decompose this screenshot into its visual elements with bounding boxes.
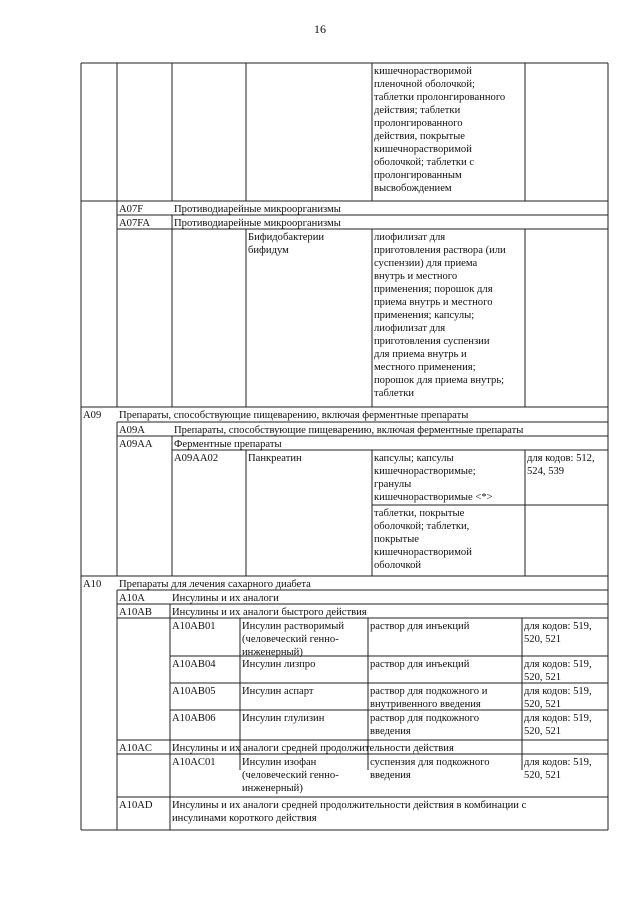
inn-cell: Инсулин изофан (человеческий генно- инженерный)	[242, 757, 339, 794]
atc-code-cell: A07F	[119, 204, 144, 215]
atc-code-cell: A09A	[119, 425, 145, 436]
atc-code-cell: A09	[83, 410, 102, 421]
atc-code-cell: A10A	[119, 593, 145, 604]
dosage-form-cell: капсулы; капсулы кишечнорастворимые; гранулы кишечнорастворимые <*>	[374, 453, 493, 503]
atc-name-cell: Инсулины и их аналоги быстрого действия	[172, 607, 367, 618]
note-cell: для кодов: 519, 520, 521	[524, 621, 592, 645]
atc-name-cell: Противодиарейные микроорганизмы	[174, 218, 341, 229]
atc-code-cell: A07FA	[119, 218, 150, 229]
atc-code-cell: A09AA	[119, 439, 153, 450]
atc-name-cell: Препараты для лечения сахарного диабета	[119, 579, 311, 590]
atc-code-cell: A10AB01	[172, 621, 216, 632]
note-cell: для кодов: 519, 520, 521	[524, 713, 592, 737]
note-cell: для кодов: 519, 520, 521	[524, 659, 592, 683]
atc-name-cell: Препараты, способствующие пищеварению, включая ферментные препараты	[119, 410, 469, 421]
page-number: 16	[314, 22, 326, 36]
atc-code-cell: A10AB06	[172, 713, 216, 724]
note-cell: для кодов: 519, 520, 521	[524, 686, 592, 710]
dosage-form-cell: раствор для инъекций	[370, 659, 470, 670]
note-cell: для кодов: 519, 520, 521	[524, 757, 592, 781]
inn-cell: Инсулин аспарт	[242, 686, 314, 697]
atc-code-cell: A10AC	[119, 743, 152, 754]
atc-code-cell: A09AA02	[174, 453, 219, 464]
dosage-form-cell: суспензия для подкожного введения	[370, 757, 490, 781]
atc-name-cell: Противодиарейные микроорганизмы	[174, 204, 341, 215]
atc-name-cell: Инсулины и их аналоги	[172, 593, 279, 604]
note-cell: для кодов: 512, 524, 539	[527, 453, 595, 477]
inn-cell: Панкреатин	[248, 453, 302, 464]
dosage-form-cell: раствор для подкожного и внутривенного введения	[370, 686, 488, 710]
atc-code-cell: A10AB04	[172, 659, 216, 670]
inn-cell: Инсулин растворимый (человеческий генно- инженерный)	[242, 621, 345, 658]
atc-code-cell: A10	[83, 579, 102, 590]
dosage-form-cell: кишечнорастворимой пленочной оболочкой; таблетки пролонгированного действия; таблетки пролонгированного действия, покрытые кишечнорастворимой оболочкой; таблетки с пролонгированным высвобождением	[374, 66, 506, 194]
atc-code-cell: A10AB05	[172, 686, 216, 697]
dosage-form-cell: лиофилизат для приготовления раствора (или суспензии) для приема внутрь и местного применения; порошок для приема внутрь и местного применения; капсулы; лиофилизат для приготовления суспензии для приема внутрь и местного применения; порошок для приема внутрь; таблетки	[374, 232, 506, 399]
atc-code-cell: A10AD	[119, 800, 153, 811]
atc-code-cell: A10AC01	[172, 757, 216, 768]
atc-name-cell: Инсулины и их аналоги средней продолжительности действия в комбинации с инсулинами короткого действия	[172, 800, 527, 824]
atc-name-cell: Инсулины и их аналоги средней продолжительности действия	[172, 743, 454, 754]
dosage-form-cell: раствор для инъекций	[370, 621, 470, 632]
dosage-form-cell: таблетки, покрытые оболочкой; таблетки, покрытые кишечнорастворимой оболочкой	[374, 508, 472, 571]
atc-name-cell: Препараты, способствующие пищеварению, включая ферментные препараты	[174, 425, 524, 436]
atc-name-cell: Ферментные препараты	[174, 439, 282, 450]
atc-code-cell: A10AB	[119, 607, 152, 618]
dosage-form-cell: раствор для подкожного введения	[370, 713, 480, 737]
inn-cell: Инсулин лизпро	[242, 659, 316, 670]
inn-cell: Бифидобактерии бифидум	[248, 232, 325, 256]
inn-cell: Инсулин глулизин	[242, 713, 325, 724]
